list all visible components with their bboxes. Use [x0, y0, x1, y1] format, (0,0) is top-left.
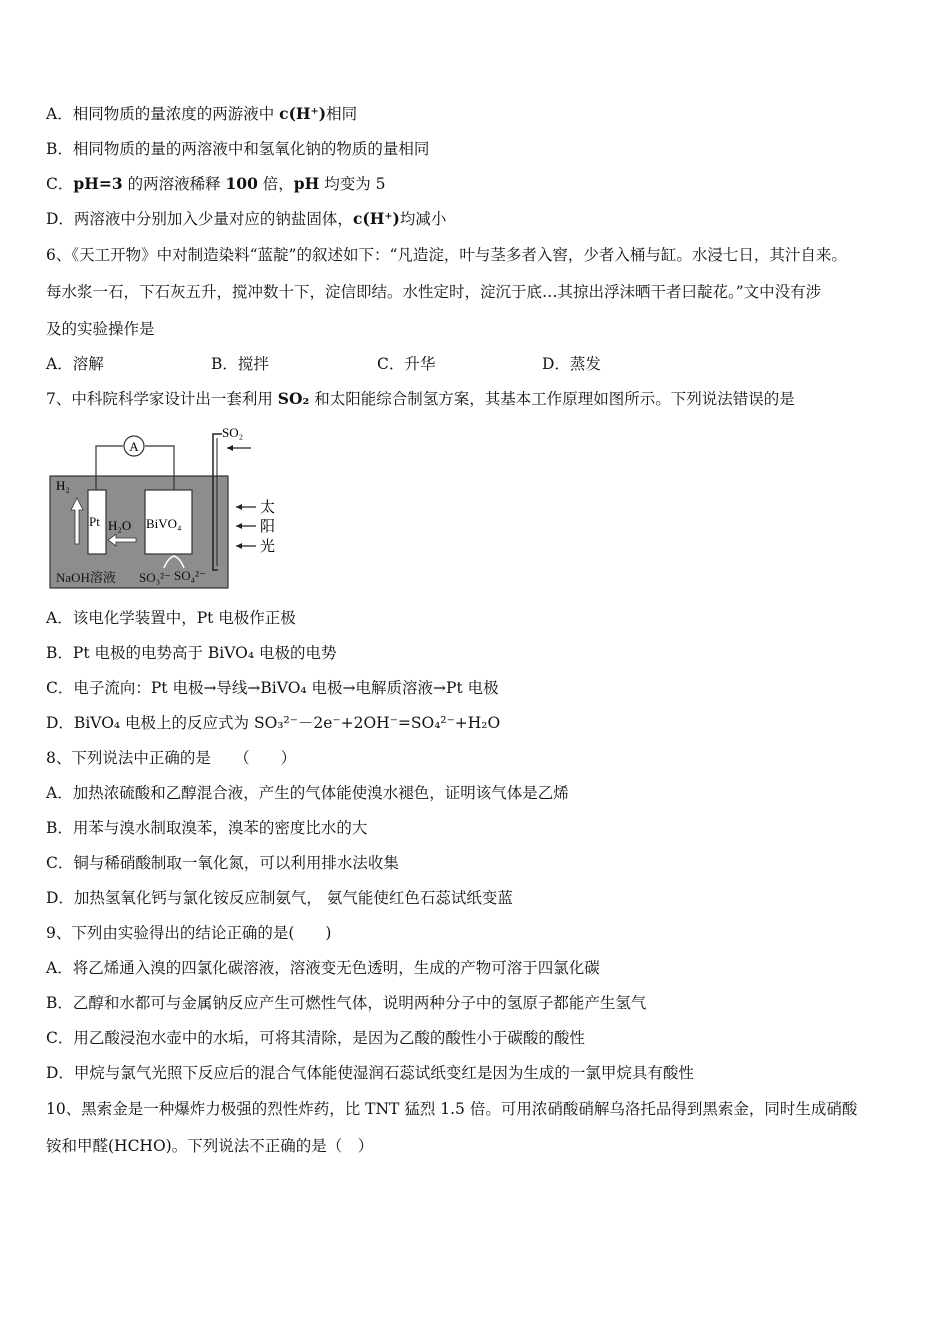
q5-option-d-text-end: 均减小 [399, 210, 447, 228]
sunlight-arrow-head-1 [236, 504, 242, 510]
sunlight-arrow-head-3 [236, 543, 242, 549]
q5-option-c-label: C． [46, 175, 74, 193]
ammeter-label: A [129, 439, 139, 454]
electrolyte-label: NaOH溶液 [56, 570, 116, 585]
sunlight-arrow-head-2 [236, 523, 242, 529]
q5-option-a-formula: c(H⁺) [279, 104, 327, 123]
q5-option-d-text: D．两溶液中分别加入少量对应的钠盐固体， [46, 210, 353, 228]
q9-option-a: A．将乙烯通入溴的四氯化碳溶液，溶液变无色透明，生成的产物可溶于四氯化碳 [46, 959, 600, 977]
so2-arrow-head [227, 445, 233, 451]
q6-option-a: A．溶解 [46, 355, 104, 373]
h2o-label: H₂O [108, 518, 132, 533]
q7-option-c: C．电子流向：Pt 电极→导线→BiVO₄ 电极→电解质溶液→Pt 电极 [46, 679, 499, 697]
electrochemical-cell-diagram [46, 420, 286, 595]
so2-inlet-label: SO₂ [222, 425, 244, 440]
q6-stem-line2: 每水浆一石，下石灰五升，搅冲数十下，淀信即结。水性定时，淀沉于底…其掠出浮沫晒干者曰靛花。”文中没有涉 [46, 283, 822, 301]
q6-option-c: C．升华 [377, 355, 436, 373]
q5-option-c-formula2: pH [293, 174, 320, 193]
q7-option-a: A．该电化学装置中，Pt 电极作正极 [46, 609, 296, 627]
q8-stem: 8、下列说法中正确的是 （ ） [46, 749, 297, 767]
q8-option-b: B．用苯与溴水制取溴苯，溴苯的密度比水的大 [46, 819, 368, 837]
bivo4-label: BiVO₄ [146, 516, 182, 531]
q9-option-d: D．甲烷与氯气光照下反应后的混合气体能使湿润石蕊试纸变红是因为生成的一氯甲烷具有酸性 [46, 1064, 694, 1082]
q9-option-c: C．用乙酸浸泡水壶中的水垢，可将其清除，是因为乙酸的酸性小于碳酸的酸性 [46, 1029, 585, 1047]
q10-stem-line2: 铵和甲醛(HCHO)。下列说法不正确的是（ ） [46, 1137, 374, 1155]
q5-option-d [46, 209, 446, 229]
q5-option-d-formula: c(H⁺) [352, 209, 400, 228]
q6-stem-line3: 及的实验操作是 [46, 320, 155, 338]
q6-options [46, 354, 746, 374]
q5-option-c-formula: pH=3 [73, 174, 123, 193]
q9-option-b: B．乙醇和水都可与金属钠反应产生可燃性气体，说明两种分子中的氢原子都能产生氢气 [46, 994, 647, 1012]
q9-stem: 9、下列由实验得出的结论正确的是( ) [46, 924, 332, 942]
q8-option-d: D．加热氢氧化钙与氯化铵反应制氨气， 氨气能使红色石蕊试纸变蓝 [46, 889, 513, 907]
q7-stem-formula: SO₂ [277, 389, 310, 408]
q7-option-b: B．Pt 电极的电势高于 BiVO₄ 电极的电势 [46, 644, 337, 662]
q5-option-c-number: 100 [225, 174, 258, 193]
sulfate-label: SO₄²⁻ [174, 568, 206, 583]
sulfite-label: SO₃²⁻ [139, 570, 171, 585]
q5-option-a-text-end: 相同 [326, 105, 358, 123]
sunlight-label-2: 阳 [260, 517, 276, 535]
q8-option-c: C．铜与稀硝酸制取一氧化氮，可以利用排水法收集 [46, 854, 399, 872]
sunlight-label-3: 光 [260, 537, 276, 555]
q6-option-d: D．蒸发 [542, 355, 601, 373]
q7-option-d: D．BiVO₄ 电极上的反应式为 SO₃²⁻－2e⁻+2OH⁻=SO₄²⁻+H₂O [46, 714, 501, 732]
q5-option-c-text-end: 均变为 5 [319, 175, 386, 193]
h2-label: H₂ [56, 478, 70, 493]
q7-stem [46, 389, 795, 409]
q8-option-a: A．加热浓硫酸和乙醇混合液，产生的气体能使溴水褪色，证明该气体是乙烯 [46, 784, 569, 802]
q5-option-c-text2: 倍， [257, 175, 294, 193]
q7-stem-text: 7、中科院科学家设计出一套利用 [46, 390, 278, 408]
q5-option-a-text: A．相同物质的量浓度的两游液中 [46, 105, 280, 123]
sunlight-label-1: 太 [260, 498, 276, 516]
q5-option-c [46, 174, 386, 194]
q10-stem-line1: 10、黑索金是一种爆炸力极强的烈性炸药，比 TNT 猛烈 1.5 倍。可用浓硝酸硝解乌洛托品得到黑索金，同时生成硝酸 [46, 1100, 858, 1118]
pt-label: Pt [89, 514, 100, 529]
q6-stem-line1: 6、《天工开物》中对制造染料“蓝靛”的叙述如下：“凡造淀，叶与茎多者入窖，少者入桶与缸。水浸七日，其汁自来。 [46, 246, 847, 264]
q5-option-b: B．相同物质的量的两溶液中和氢氧化钠的物质的量相同 [46, 140, 430, 158]
q5-option-c-text: 的两溶液稀释 [122, 175, 226, 193]
q6-option-b: B．搅拌 [211, 355, 269, 373]
q5-option-a [46, 104, 357, 124]
q7-stem-text-end: 和太阳能综合制氢方案，其基本工作原理如图所示。下列说法错误的是 [309, 390, 795, 408]
